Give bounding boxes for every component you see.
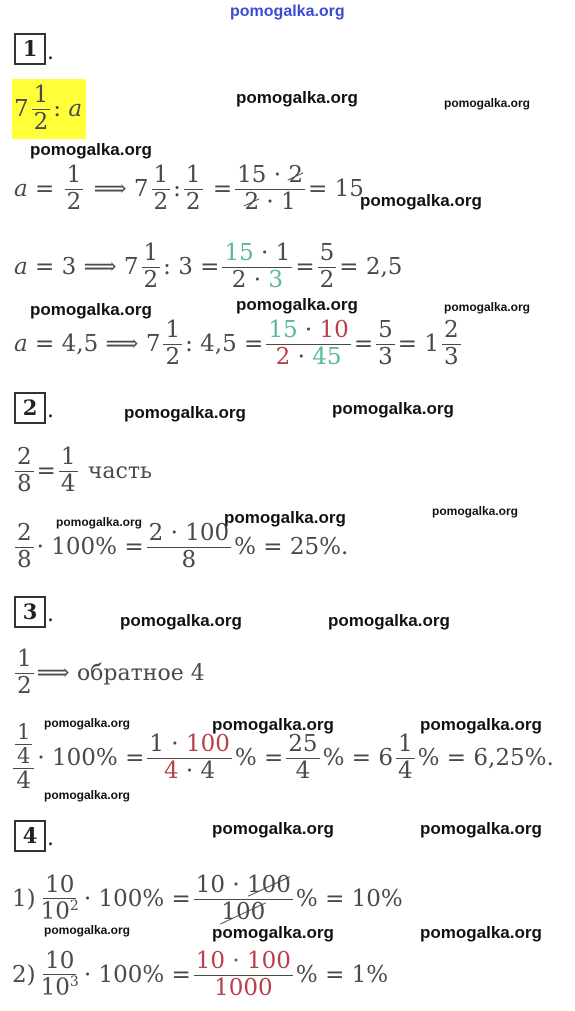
- watermark: pomogalka.org: [44, 716, 131, 730]
- task-number-dot: .: [47, 826, 54, 851]
- watermark: pomogalka.org: [120, 611, 242, 630]
- watermark: pomogalka.org: [420, 715, 542, 734]
- watermark: pomogalka.org: [56, 515, 143, 529]
- task-number-dot: .: [47, 398, 54, 423]
- task2-line1: $\frac{2}{8}$ = $\frac{1}{4}$ часть: [17, 444, 153, 497]
- watermark: pomogalka.org: [224, 508, 346, 527]
- task-number: 3: [14, 596, 46, 628]
- task-number: 1: [14, 33, 46, 65]
- task1-line2: a = 3 ⟹ 7 $\frac{1}{2}$ : 3 = $\frac{15 \cdot 1}{2 \cdot 3}$ = $\frac{5}{2}$ = 2,5: [14, 240, 403, 293]
- task4-line2: 2) $\frac{10}{10^3}$ · 100% = $\frac{10 \cdot 100}{1000}$ % = 1%: [12, 947, 389, 1001]
- task1-line1: a = $\frac{1}{2}$ ⟹ 7 $\frac{1}{2}$ : $\frac{1}{2}$ = $\frac{15 \cdot 2}{2 \cdot 1}$ = 15: [14, 162, 364, 215]
- watermark: pomogalka.org: [236, 295, 358, 314]
- task1-line3: a = 4,5 ⟹ 7 $\frac{1}{2}$ : 4,5 = $\frac{15 \cdot 10}{2 \cdot 45}$ = $\frac{5}{3}$ = 1 $\frac{2}{3}$: [14, 317, 459, 370]
- task-number: 4: [14, 820, 46, 852]
- task2-line2: $\frac{2}{8}$ · 100% = $\frac{2 \cdot 100}{8}$ % = 25%.: [17, 520, 349, 573]
- watermark: pomogalka.org: [332, 399, 454, 418]
- task-number: 2: [14, 392, 46, 424]
- watermark: pomogalka.org: [328, 611, 450, 630]
- watermark: pomogalka.org: [432, 504, 519, 518]
- task3-line1: $\frac{1}{2}$ ⟹ обратное 4: [17, 646, 205, 699]
- watermark: pomogalka.org: [360, 191, 482, 210]
- watermark: pomogalka.org: [124, 403, 246, 422]
- task3-line2: $\frac{\frac{1}{4}}{4}$ · 100% = $\frac{1 \cdot 100}{4 \cdot 4}$ % = $\frac{25}{4}$ % = 6 $\frac{1}{4}$ % = 6,25%.: [10, 716, 554, 800]
- watermark: pomogalka.org: [444, 96, 531, 110]
- watermark: pomogalka.org: [236, 88, 358, 107]
- task-number-dot: .: [47, 40, 54, 65]
- watermark: pomogalka.org: [44, 923, 131, 937]
- watermark: pomogalka.org: [212, 923, 334, 942]
- watermark: pomogalka.org: [420, 819, 542, 838]
- task1-expression: 7 $\frac{1}{2}$ : a: [14, 82, 83, 135]
- watermark: pomogalka.org: [212, 819, 334, 838]
- watermark: pomogalka.org: [420, 923, 542, 942]
- watermark: pomogalka.org: [230, 3, 345, 20]
- watermark: pomogalka.org: [30, 300, 152, 319]
- watermark: pomogalka.org: [212, 715, 334, 734]
- fraction: $\frac{1}{2}$: [33, 82, 49, 135]
- task4-line1: 1) $\frac{10}{10^2}$ · 100% = $\frac{10 \cdot 100}{100}$ % = 10%: [12, 871, 403, 925]
- watermark: pomogalka.org: [30, 140, 152, 159]
- watermark: pomogalka.org: [44, 788, 131, 802]
- task-number-dot: .: [47, 602, 54, 627]
- watermark: pomogalka.org: [444, 300, 531, 314]
